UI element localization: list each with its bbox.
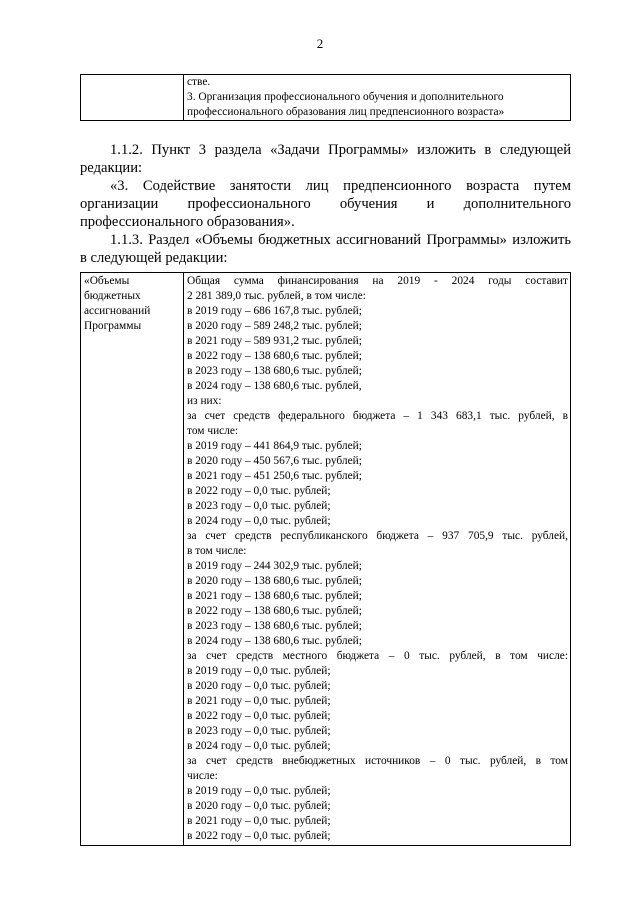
text-line: Общая сумма финансирования на 2019 - 2024 годы составит — [187, 275, 568, 287]
top-table — [80, 74, 571, 121]
paragraph-1-1-3 — [80, 231, 571, 267]
text-line: в 2019 году – 0,0 тыс. рублей; — [187, 665, 331, 677]
text-line: в 2023 году – 138 680,6 тыс. рублей; — [187, 620, 362, 632]
budget-table-label-cell — [81, 273, 184, 846]
text-line: в 2021 году – 589 931,2 тыс. рублей; — [187, 335, 362, 347]
text-line: в 2024 году – 0,0 тыс. рублей; — [187, 740, 331, 752]
paragraph-text: 1.1.3. Раздел «Объемы бюджетных ассигнований Программы» изложить в следующей редакции: — [80, 232, 571, 266]
paragraph-text: 1.1.2. Пункт 3 раздела «Задачи Программы» изложить в следующей редакции: — [80, 142, 571, 176]
text-line: стве. — [187, 76, 211, 88]
text-line: за счет средств федерального бюджета – 1 343 683,1 тыс. рублей, в — [187, 410, 568, 422]
text-line: в 2021 году – 0,0 тыс. рублей; — [187, 695, 331, 707]
text-line: в 2020 году – 450 567,6 тыс. рублей; — [187, 455, 362, 467]
text-line: в 2022 году – 0,0 тыс. рублей; — [187, 710, 331, 722]
text-line: в 2019 году – 0,0 тыс. рублей; — [187, 785, 331, 797]
label-line: «Объемы — [84, 275, 130, 287]
page-number: 2 — [316, 36, 324, 51]
text-line: в 2024 году – 138 680,6 тыс. рублей, — [187, 380, 362, 392]
text-line: 3. Организация профессионального обучения и дополнительного — [187, 91, 504, 103]
paragraph-text: «3. Содействие занятости лиц предпенсионного возраста путем организации профессионального обучения и дополнительного профессионального образования». — [80, 178, 571, 230]
text-line: в 2021 году – 451 250,6 тыс. рублей; — [187, 470, 362, 482]
budget-table — [80, 272, 571, 846]
text-line: в 2020 году – 0,0 тыс. рублей; — [187, 680, 331, 692]
text-line: в 2020 году – 138 680,6 тыс. рублей; — [187, 575, 362, 587]
text-line: 2 281 389,0 тыс. рублей, в том числе: — [187, 290, 366, 302]
top-table-right-cell — [184, 75, 571, 121]
text-line: числе: — [187, 770, 218, 782]
text-line: в 2019 году – 244 302,9 тыс. рублей; — [187, 560, 362, 572]
text-line: в 2024 году – 0,0 тыс. рублей; — [187, 515, 331, 527]
text-line: в 2019 году – 686 167,8 тыс. рублей; — [187, 305, 362, 317]
text-line: за счет средств местного бюджета – 0 тыс. рублей, в том числе: — [187, 650, 568, 662]
budget-table-content-cell — [184, 273, 571, 846]
label-line: Программы — [84, 320, 142, 332]
text-line: в 2020 году – 0,0 тыс. рублей; — [187, 800, 331, 812]
text-line: за счет средств республиканского бюджета – 937 705,9 тыс. рублей, — [187, 530, 568, 542]
text-line: в 2022 году – 138 680,6 тыс. рублей; — [187, 350, 362, 362]
text-line: в 2023 году – 0,0 тыс. рублей; — [187, 500, 331, 512]
text-line: в 2022 году – 0,0 тыс. рублей; — [187, 485, 331, 497]
text-line: в 2020 году – 589 248,2 тыс. рублей; — [187, 320, 362, 332]
label-line: ассигнований — [84, 305, 151, 317]
text-line: из них: — [187, 395, 222, 407]
text-line: том числе: — [187, 425, 239, 437]
text-line: профессионального образования лиц предпенсионного возраста» — [187, 106, 505, 118]
text-line: в 2023 году – 0,0 тыс. рублей; — [187, 725, 331, 737]
text-line: в 2022 году – 0,0 тыс. рублей; — [187, 830, 331, 842]
top-table-left-cell — [81, 75, 184, 121]
text-line: в 2019 году – 441 864,9 тыс. рублей; — [187, 440, 362, 452]
text-line: в 2023 году – 138 680,6 тыс. рублей; — [187, 365, 362, 377]
text-line: в том числе: — [187, 545, 247, 557]
text-line: в 2022 году – 138 680,6 тыс. рублей; — [187, 605, 362, 617]
label-line: бюджетных — [84, 290, 141, 302]
text-line: в 2021 году – 138 680,6 тыс. рублей; — [187, 590, 362, 602]
paragraph-task-3 — [80, 177, 571, 231]
text-line: за счет средств внебюджетных источников – 0 тыс. рублей, в том — [187, 755, 568, 767]
text-line: в 2021 году – 0,0 тыс. рублей; — [187, 815, 331, 827]
paragraph-1-1-2 — [80, 141, 571, 177]
text-line: в 2024 году – 138 680,6 тыс. рублей; — [187, 635, 362, 647]
